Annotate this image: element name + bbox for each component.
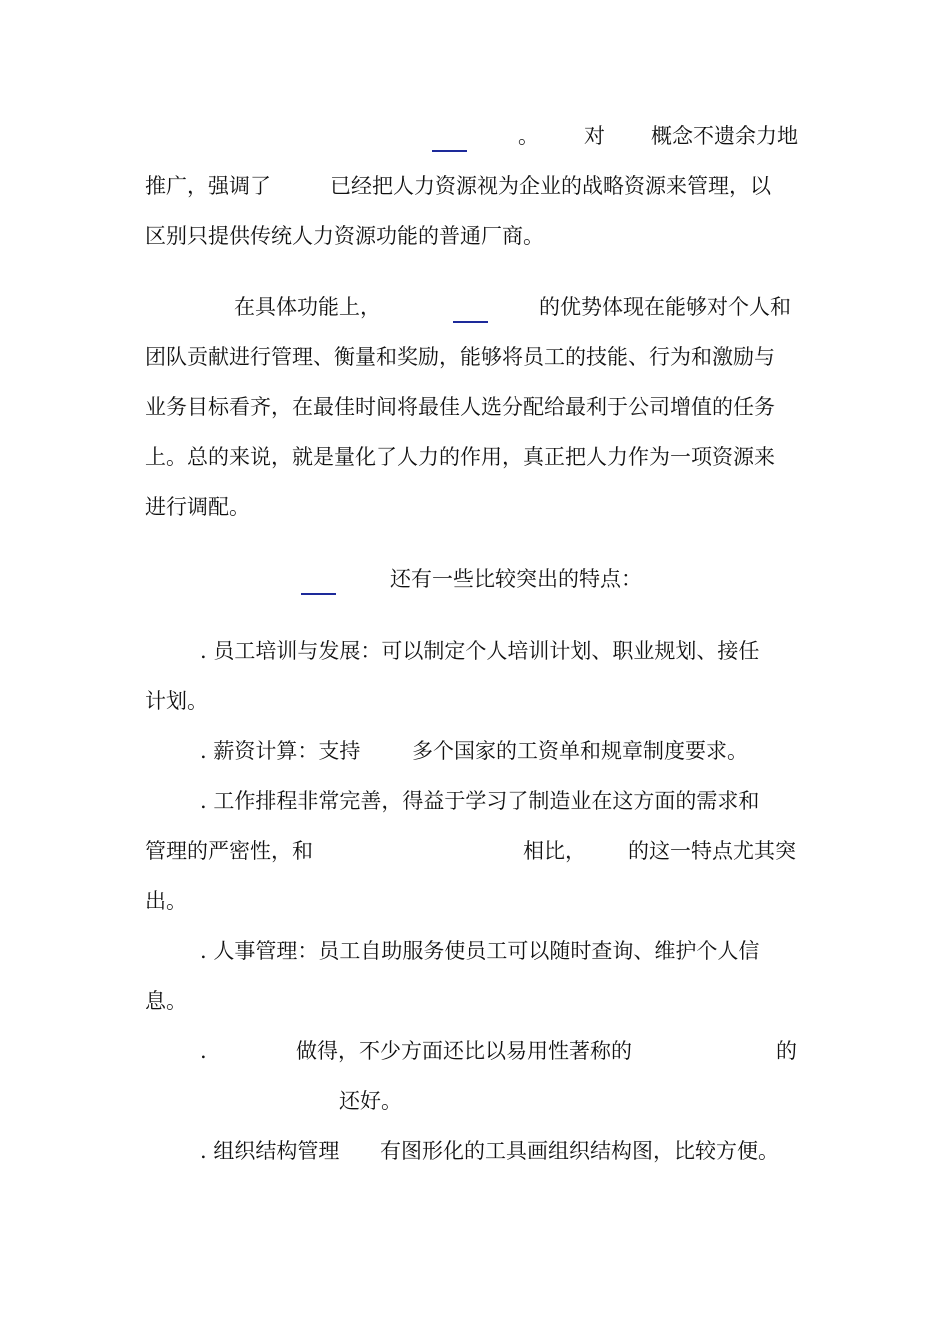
list-item-5-line-2: 还好。 [339, 1089, 402, 1113]
list-item-2-segment-a: . 薪资计算：支持 [200, 739, 361, 763]
p2-l2: 团队贡献进行管理、衡量和奖励，能够将员工的技能、行为和激励与 [145, 345, 775, 369]
list-item-6-segment-b: 有图形化的工具画组织结构图，比较方便。 [380, 1139, 779, 1163]
list-item-2-segment-b: 多个国家的工资单和规章制度要求。 [412, 739, 748, 763]
p2-l5: 进行调配。 [145, 495, 250, 519]
p2-l4: 上。总的来说，就是量化了人力的作用，真正把人力作为一项资源来 [145, 445, 775, 469]
hyperlink-placeholder-2[interactable] [453, 321, 488, 323]
p1-l1-segment-a: 。 [518, 124, 539, 148]
list-item-3-line-3: 出。 [145, 889, 187, 913]
p1-l3: 区别只提供传统人力资源功能的普通厂商。 [145, 224, 544, 248]
list-item-5-segment-c: 的 [776, 1039, 797, 1063]
list-item-5-segment-a: . [200, 1039, 207, 1063]
p2-l1-segment-a: 在具体功能上， [234, 295, 381, 319]
p1-l2-segment-a: 推广，强调了 [145, 174, 271, 198]
list-item-4-line-1: . 人事管理：员工自助服务使员工可以随时查询、维护个人信 [200, 939, 760, 963]
hyperlink-placeholder-1[interactable] [432, 150, 467, 152]
hyperlink-placeholder-3[interactable] [301, 593, 336, 595]
p3-l1: 还有一些比较突出的特点： [390, 567, 642, 591]
p1-l1-segment-b: 对 [584, 124, 605, 148]
p1-l1-segment-c: 概念不遗余力地 [651, 124, 798, 148]
p2-l1-segment-b: 的优势体现在能够对个人和 [539, 295, 791, 319]
list-item-3-line-2-segment-b: 相比， [523, 839, 586, 863]
list-item-3-line-1: . 工作排程非常完善，得益于学习了制造业在这方面的需求和 [200, 789, 760, 813]
list-item-4-line-2: 息。 [145, 989, 187, 1013]
p1-l2-segment-b: 已经把人力资源视为企业的战略资源来管理，以 [330, 174, 771, 198]
list-item-1-line-1: . 员工培训与发展：可以制定个人培训计划、职业规划、接任 [200, 639, 760, 663]
list-item-6-segment-a: . 组织结构管理 [200, 1139, 340, 1163]
list-item-1-line-2: 计划。 [145, 689, 208, 713]
list-item-3-line-2-segment-c: 的这一特点尤其突 [628, 839, 796, 863]
list-item-5-segment-b: 做得，不少方面还比以易用性著称的 [296, 1039, 632, 1063]
p2-l3: 业务目标看齐，在最佳时间将最佳人选分配给最利于公司增值的任务 [145, 395, 775, 419]
list-item-3-line-2-segment-a: 管理的严密性，和 [145, 839, 313, 863]
